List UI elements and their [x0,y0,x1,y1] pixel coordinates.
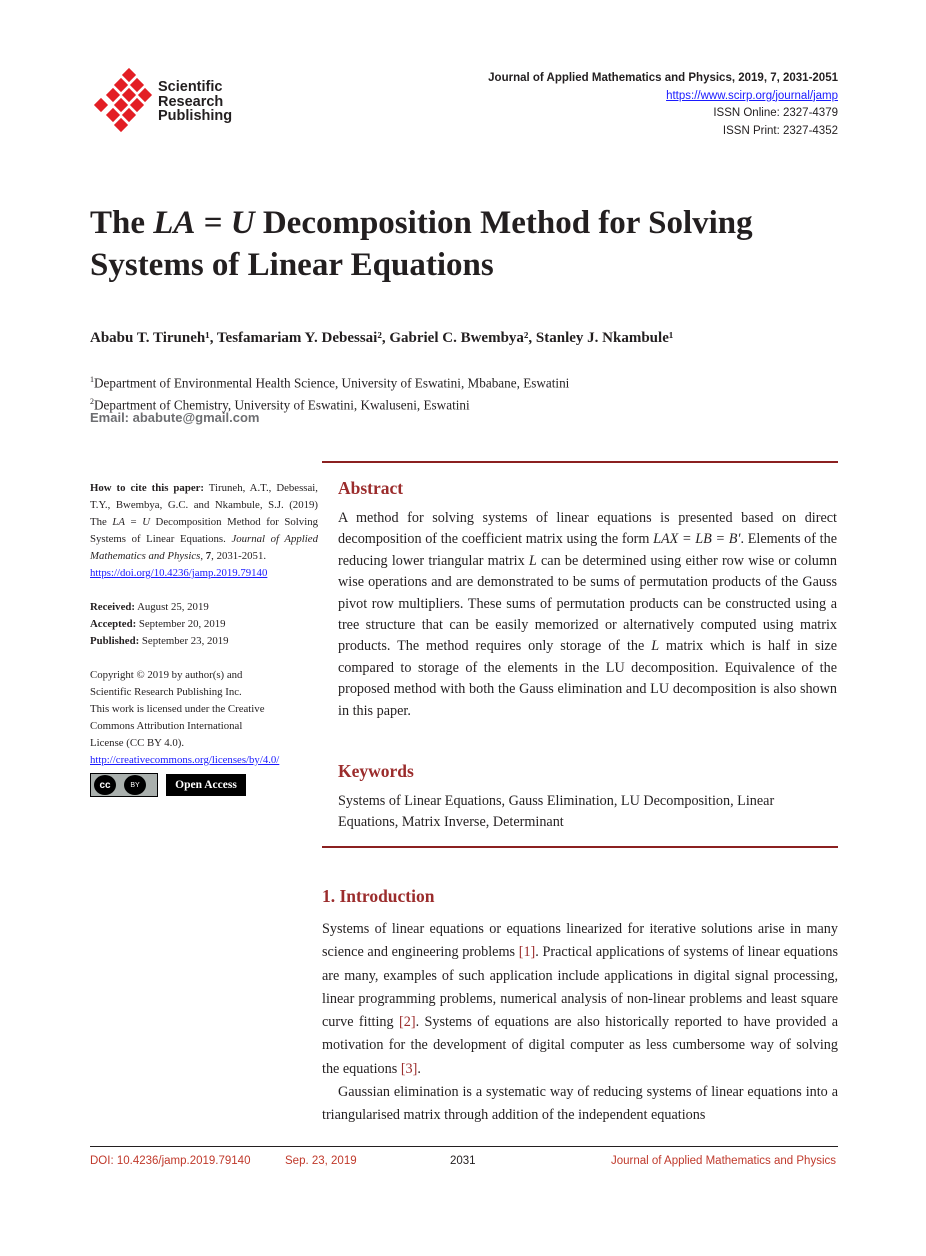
journal-info [488,70,838,140]
footer-doi: DOI: 10.4236/jamp.2019.79140 [90,1155,251,1167]
license-link[interactable]: http://creativecommons.org/licenses/by/4.0/ [90,754,280,766]
logo-diamond [114,78,128,92]
logo-diamond [114,98,128,112]
citation-link-1[interactable]: [1] [518,944,536,961]
journal-citation: Journal of Applied Mathematics and Physics, 2019, 7, 2031-2051 [488,72,838,84]
dates: Received: August 25, 2019 Accepted: September 20, 2019 Published: September 23, 2019 [90,601,229,647]
footer-rule [90,1146,838,1147]
citation-link-3[interactable]: [3] [400,1060,418,1077]
intro-paragraph-2: Gaussian elimination is a systematic way of reducing systems of linear equations into a triangularised matrix through addition of the independent equations [322,1084,838,1124]
cc-icon: cc [94,775,116,795]
author-list: Ababu T. Tiruneh¹, Tesfamariam Y. Debessai², Gabriel C. Bwembya², Stanley J. Nkambule¹ [90,330,674,346]
journal-url-link[interactable]: https://www.scirp.org/journal/jamp [666,89,838,102]
cc-by-badge[interactable] [90,773,158,797]
footer-date: Sep. 23, 2019 [285,1155,357,1167]
publisher-name: Scientific Research Publishing [158,79,233,124]
abstract-top-rule [322,461,838,463]
logo-diamond [106,108,120,122]
issn-print: ISSN Print: 2327-4352 [722,124,838,137]
footer-journal: Journal of Applied Mathematics and Physics [610,1155,836,1167]
abstract-text: A method for solving systems of linear equations is presented based on direct decomposition of the coefficient matrix using the form LAX = LB = B′. Elements of the reducing lower triangular matrix L can be determined using either row wise or column wise operations and are demonstrated to be sums of permutation products of the Gauss pivot row multipliers. These sums of permutation products can be constructed using a tree structure that can be easily memorized or alternatively computed using matrix products. The method requires only storage of the L matrix which is half in size compared to storage of the elements in the LU decomposition. Equivalence of the proposed method with both the Gauss elimination and LU decomposition is also shown in this paper. [338,510,837,719]
keywords-heading: Keywords [338,761,414,781]
citation-link-2[interactable]: [2] [399,1014,416,1031]
copyright-license: Copyright © 2019 by author(s) and Scientific Research Publishing Inc. This work is licensed under the Creative Commons Attribution International License (CC BY 4.0). http://creativecommons.org/licenses/by/4.0/ cc BY Open Access [90,667,318,797]
logo-diamond [106,88,120,102]
doi-link[interactable]: https://doi.org/10.4236/jamp.2019.79140 [90,567,268,579]
affiliation-2: $^2$Department of Chemistry, University of Eswatini, Kwaluseni, Eswatini [90,397,470,413]
abstract-bottom-rule [322,846,838,848]
logo-diamond [130,98,144,112]
issn-online: ISSN Online: 2327-4379 [713,107,838,119]
citation-sidebar [90,480,318,797]
how-to-cite: How to cite this paper: Tiruneh, A.T., Debessai, T.Y., Bwembya, G.C. and Nkambule, S.J. (2019) The LA = U Decomposition Method for Solving Systems of Linear Equations. Journal of Applied Mathematics and Physics, 7, 2031-2051. https://doi.org/10.4236/jamp.2019.79140 [90,482,319,579]
affiliations [90,370,569,415]
open-access-badge: Open Access [166,774,246,796]
introduction-heading: 1. Introduction [322,886,435,906]
logo-diamond [122,68,136,82]
paper-title: The LA = U Decomposition Method for Solving Systems of Linear Equations [90,205,753,283]
by-icon: BY [124,775,146,795]
logo-diamond [138,88,152,102]
logo-diamond [122,108,136,122]
keywords-text: Systems of Linear Equations, Gauss Elimination, LU Decomposition, Linear Equations, Matrix Inverse, Determinant [338,793,775,831]
logo-diamond [130,78,144,92]
introduction-body [322,918,838,1128]
intro-paragraph-1: Systems of linear equations or equations linearized for iterative solutions arise in many science and engineering problems [1]. Practical applications of systems of linear equations are many, examples of such application include applications in digital signal processing, linear programming problems, numerical analysis of non-linear problems and least square curve fitting [2]. Systems of equations are also historically reported to have provided a motivation for the development of digital computer as less cumbersome way of solving the equations [3]. [322,921,839,1077]
abstract-heading: Abstract [338,478,404,498]
logo-diamond [94,98,108,112]
logo-diamond [122,88,136,102]
page-number: 2031 [450,1155,476,1167]
affiliation-1: $^1$Department of Environmental Health Science, University of Eswatini, Mbabane, Eswatini [90,375,570,391]
abstract-formula: LAX = LB = B′ [653,531,741,548]
logo-diamond [114,118,128,132]
author-email: Email: ababute@gmail.com [90,410,260,425]
